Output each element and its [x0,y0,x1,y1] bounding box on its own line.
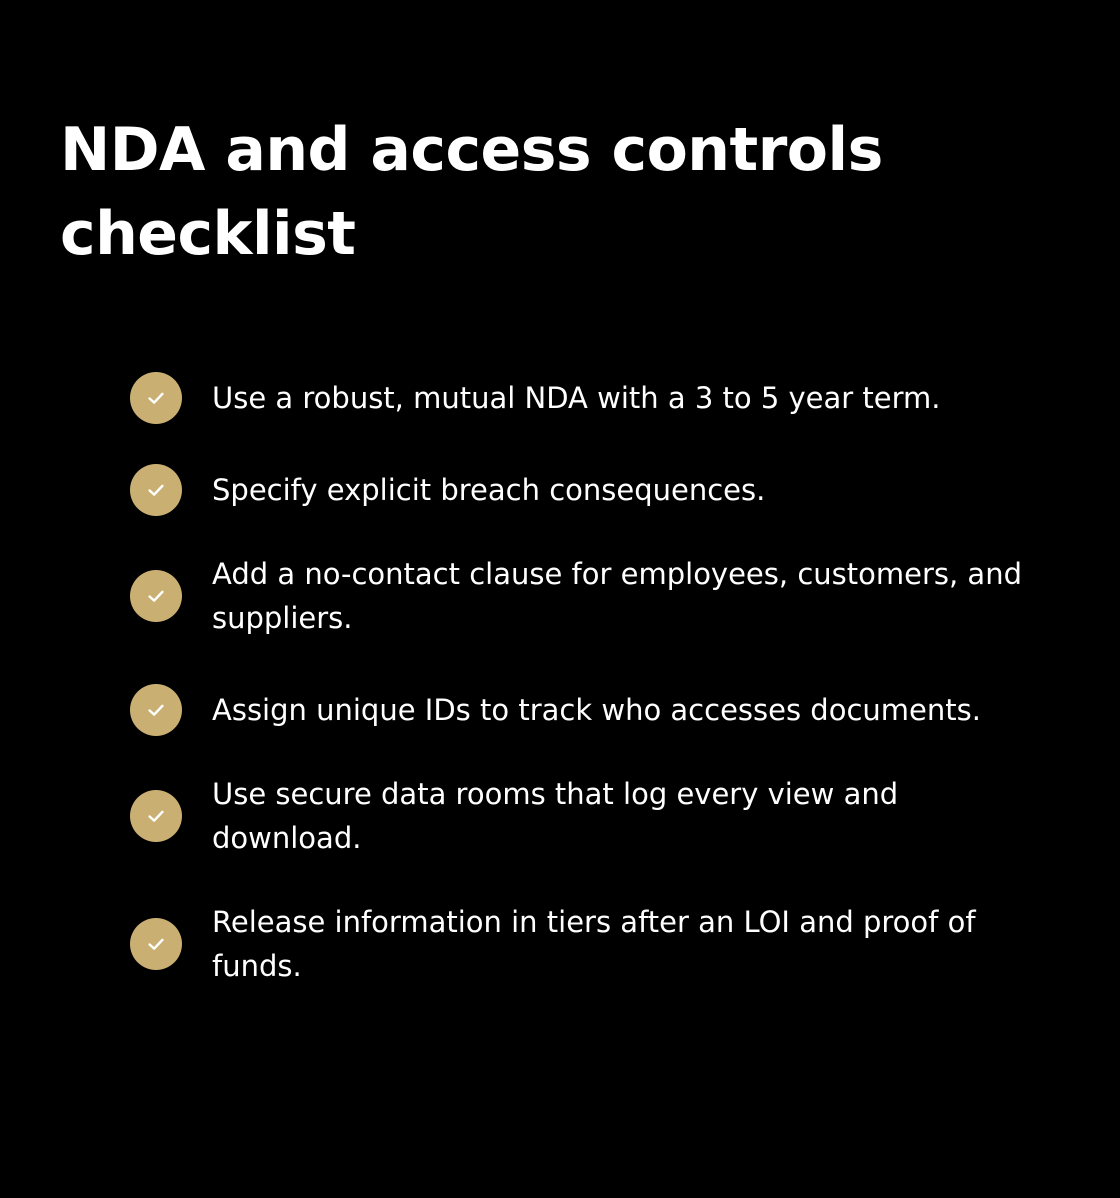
page-title: NDA and access controls checklist [60,115,883,269]
checklist-item [130,684,1060,736]
check-icon [130,570,182,622]
checklist-item-text: Use secure data rooms that log every view and download. [212,777,899,855]
check-icon [130,790,182,842]
checklist-item-text: Specify explicit breach consequences. [212,473,766,507]
check-icon [130,464,182,516]
check-icon [130,918,182,970]
check-icon [130,372,182,424]
checklist-item-text: Use a robust, mutual NDA with a 3 to 5 year term. [212,381,941,415]
check-icon [130,684,182,736]
checklist-item [130,464,1060,516]
checklist-item-text: Release information in tiers after an LOI and proof of funds. [212,905,976,983]
checklist-item [130,552,1060,640]
checklist-item-text: Add a no-contact clause for employees, customers, and suppliers. [212,557,1022,635]
checklist-item [130,372,1060,424]
checklist-item-text: Assign unique IDs to track who accesses documents. [212,693,981,727]
checklist-item [130,772,1060,860]
checklist-item [130,900,1060,988]
